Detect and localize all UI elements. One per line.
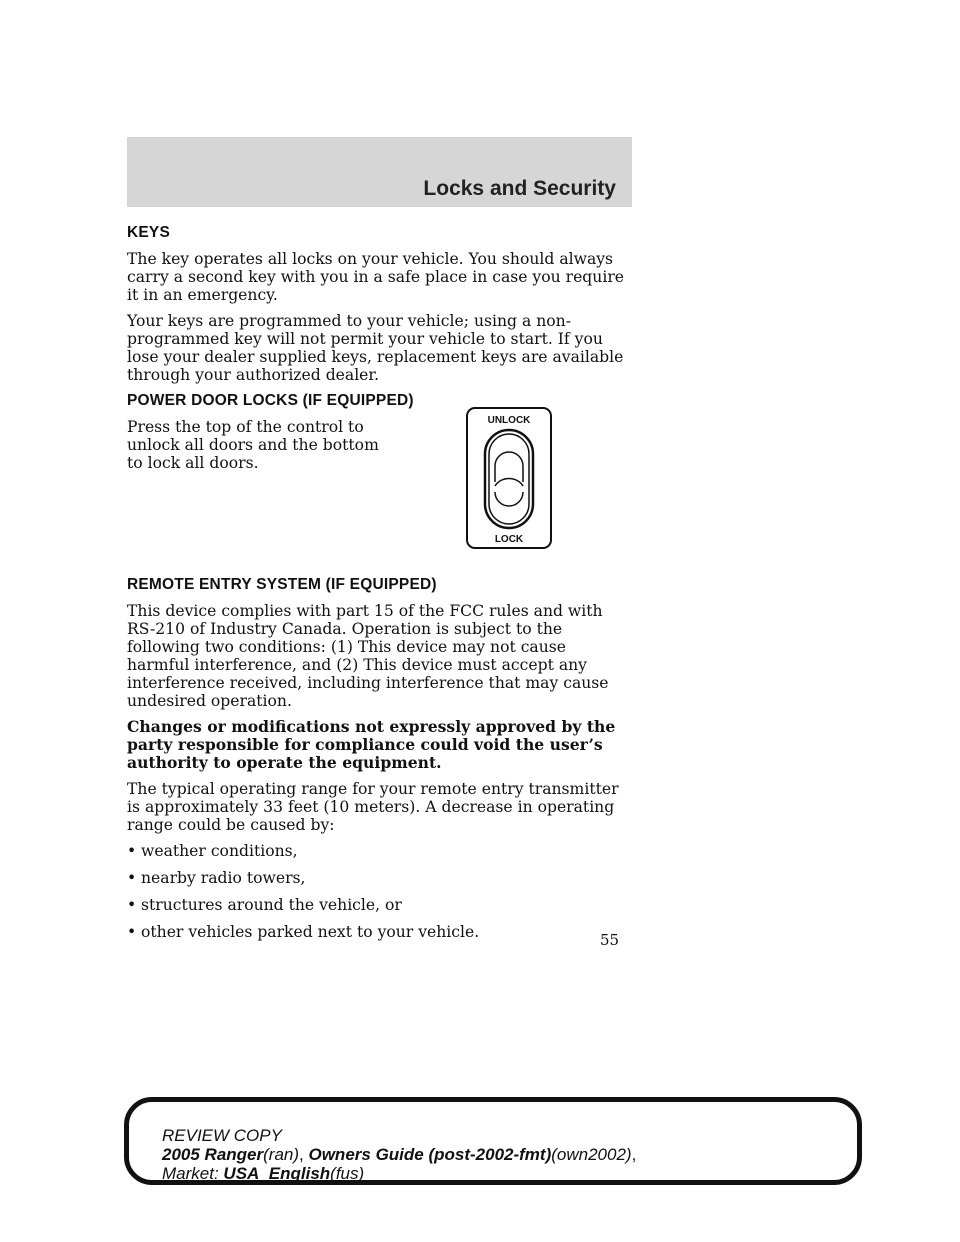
power-locks-heading: POWER DOOR LOCKS (IF EQUIPPED) [127, 392, 414, 409]
keys-paragraph-1: The key operates all locks on your vehicle. You should always carry a second key with you in a safe place in case you require it in an emergency. [127, 250, 624, 304]
power-locks-row [127, 415, 632, 576]
range-factors-list [127, 842, 632, 941]
keys-paragraph-2: Your keys are programmed to your vehicle; using a non-programmed key will not permit your vehicle to start. If you lose your dealer supplied keys, replacement keys are available through your authorized dealer. [127, 312, 624, 384]
remote-entry-paragraph-2: The typical operating range for your remote entry transmitter is approximately 33 feet (10 meters). A decrease in operating range could be caused by: [127, 780, 619, 834]
door-lock-switch-illustration [465, 406, 553, 550]
remote-entry-heading: REMOTE ENTRY SYSTEM (IF EQUIPPED) [127, 576, 437, 593]
review-copy-line-2: 2005 Ranger(ran), Owners Guide (post-2002-fmt)(own2002), [162, 1145, 637, 1164]
lock-label: LOCK [494, 534, 524, 545]
list-item: • weather conditions, [127, 842, 298, 860]
keys-heading: KEYS [127, 224, 171, 241]
list-item: • nearby radio towers, [127, 869, 306, 887]
page-number: 55 [600, 931, 620, 949]
list-item: • structures around the vehicle, or [127, 896, 402, 914]
remote-entry-warning: Changes or modifications not expressly approved by the party responsible for compliance could void the user’s authority to operate the equipment. [127, 717, 616, 772]
list-item: • other vehicles parked next to your vehicle. [127, 923, 480, 941]
power-locks-paragraph: Press the top of the control to unlock all doors and the bottom to lock all doors. [127, 418, 379, 472]
review-copy-text [162, 1126, 636, 1183]
bullet-icon: • [127, 869, 137, 887]
review-copy-label: REVIEW COPY [162, 1126, 282, 1145]
bullet-icon: • [127, 896, 137, 914]
unlock-label: UNLOCK [487, 415, 531, 426]
section-header-band [127, 137, 632, 207]
section-title: Locks and Security [423, 177, 616, 200]
bullet-icon: • [127, 923, 137, 941]
remote-entry-paragraph-1: This device complies with part 15 of the FCC rules and with RS-210 of Industry Canada. Operation is subject to the following two conditions: (1) This device may not cause harmful interference, and (2) This device must accept any interference received, including interference that may cause undesired operation. [127, 602, 609, 710]
review-copy-line-3: Market: USA_English(fus) [162, 1164, 365, 1183]
bullet-icon: • [127, 842, 137, 860]
page-content [127, 224, 632, 950]
